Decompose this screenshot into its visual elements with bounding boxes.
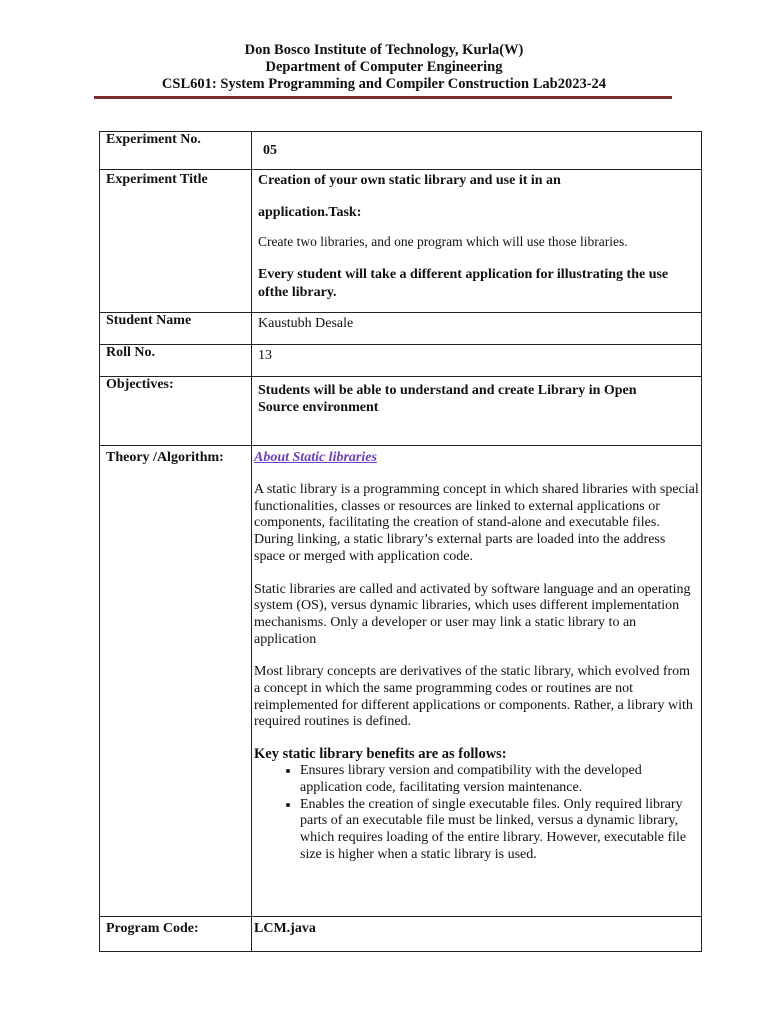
row-theory	[100, 446, 702, 917]
row-experiment-no	[100, 132, 702, 170]
theory-paragraph-2: Static libraries are called and activated by software language and an operating system (OS), versus dynamic libraries, which uses different implementation mechanisms. Only a developer or user may link a static library to an application	[254, 581, 691, 647]
header-divider	[94, 96, 672, 99]
objectives-label: Objectives:	[100, 377, 252, 446]
student-name-value: Kaustubh Desale	[252, 313, 702, 345]
student-name-label: Student Name	[100, 313, 252, 345]
title-line-2: application.Task:	[258, 205, 362, 220]
experiment-no-value: 05	[252, 132, 702, 170]
roll-no-value: 13	[252, 345, 702, 377]
row-roll-no	[100, 345, 702, 377]
experiment-no-label: Experiment No.	[100, 132, 252, 170]
institute-name: Don Bosco Institute of Technology, Kurla(W)	[244, 42, 524, 58]
program-code-value: LCM.java	[252, 917, 702, 952]
benefits-heading: Key static library benefits are as follows:	[254, 746, 507, 763]
list-item: • Ensures library version and compatibility with the developed application code, facilitating version maintenance.	[300, 763, 699, 796]
row-student-name	[100, 313, 702, 345]
roll-no-label: Roll No.	[100, 345, 252, 377]
title-line-3: Create two libraries, and one program which will use those libraries.	[258, 234, 628, 249]
theory-label: Theory /Algorithm:	[100, 446, 252, 917]
experiment-table	[99, 131, 702, 952]
row-experiment-title	[100, 170, 702, 313]
theory-content	[252, 446, 702, 917]
document-header	[0, 42, 768, 93]
benefits-list	[254, 763, 699, 863]
experiment-title-label: Experiment Title	[100, 170, 252, 313]
theory-paragraph-1: A static library is a programming concept in which shared libraries with special functionalities, classes or resources are linked to external applications or components, facilitating the creation of stand-alone and executable files. During linking, a static library’s external parts are loaded into the address space or merged with application code.	[254, 482, 699, 564]
row-program-code	[100, 917, 702, 952]
experiment-title-value	[252, 170, 702, 313]
program-code-label: Program Code:	[100, 917, 252, 952]
title-line-1: Creation of your own static library and use it in an	[258, 173, 561, 188]
department-name: Department of Computer Engineering	[265, 59, 503, 75]
title-line-4: Every student will take a different application for illustrating the use ofthe library.	[258, 267, 669, 300]
about-static-libraries-link[interactable]: About Static libraries	[254, 450, 377, 465]
objectives-value: Students will be able to understand and create Library in Open Source environment	[252, 377, 702, 446]
theory-paragraph-3: Most library concepts are derivatives of the static library, which evolved from a concept in which the same programming codes or routines are not reimplemented for different applications or components. Rather, a library with required routines is defined.	[254, 664, 693, 730]
course-title: CSL601: System Programming and Compiler Construction Lab2023-24	[161, 76, 607, 92]
list-item: • Enables the creation of single executable files. Only required library parts of an executable file must be linked, versus a dynamic library, which requires loading of the entire library. However, executable file size is higher when a static library is used.	[300, 797, 699, 864]
row-objectives	[100, 377, 702, 446]
